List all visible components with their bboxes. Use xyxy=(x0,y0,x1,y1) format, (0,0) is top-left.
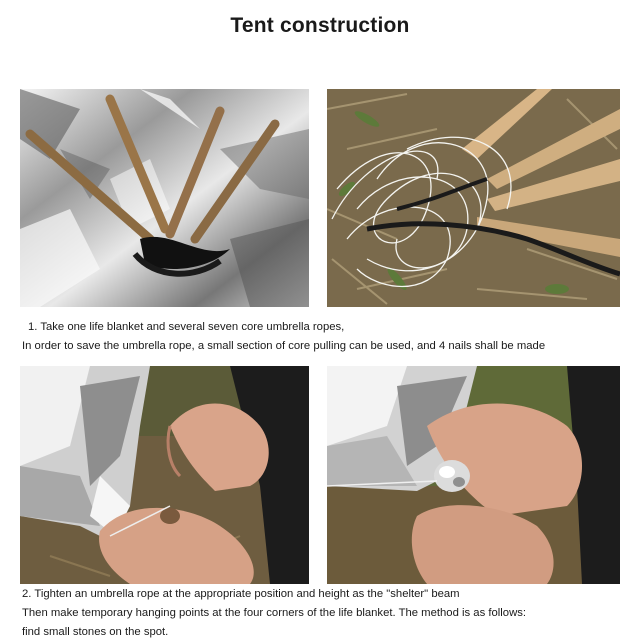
caption-step2-line2: Then make temporary hanging points at the four corners of the life blanket. The method is as follows: xyxy=(22,607,527,619)
photo-stakes-and-cord xyxy=(327,89,620,307)
caption-step1-line2: In order to save the umbrella rope, a small section of core pulling can be used, and 4 nails shall be made xyxy=(22,340,546,352)
caption-step1-line1: 1. Take one life blanket and several seven core umbrella ropes, xyxy=(28,321,345,333)
caption-step2-line1: 2. Tighten an umbrella rope at the appropriate position and height as the "shelter" beam xyxy=(22,588,460,600)
page-title: Tent construction xyxy=(230,14,410,37)
caption-step2-line3: find small stones on the spot. xyxy=(22,626,169,638)
photo-wrapping-stone-in-foil xyxy=(327,366,620,584)
photo-hand-with-stone xyxy=(20,366,309,584)
photo-foil-with-stakes xyxy=(20,89,309,307)
